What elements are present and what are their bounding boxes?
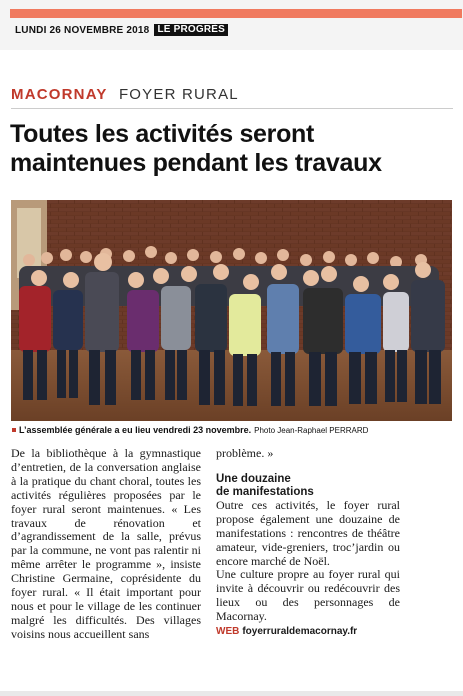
group-photo xyxy=(11,200,452,421)
body-paragraph-1: De la bibliothèque à la gymnastique d’entretien, de la conversation anglaise à la pratique du chant choral, toutes les activités régulières proposées par le foyer rural seront maintenues. « Les travaux de rénovation et d’agrandissement de la salle, prévus par la commune, ne vont pas ralentir ni même arrêter le programme », insiste Christine Germaine, coprésidente du foyer rural. « Il était important pour nous et pour le village de les continuer malgré les difficultés. Des villages voisins nous accueillent sans xyxy=(11,446,201,641)
page-bottom-edge xyxy=(0,691,463,696)
newspaper-logo: LE PROGRÈS xyxy=(154,24,228,36)
web-link[interactable]: foyerruraldemacornay.fr xyxy=(242,626,358,638)
web-reference xyxy=(216,625,400,639)
accent-stripe xyxy=(10,9,462,18)
caption-bullet-icon xyxy=(12,428,16,432)
photo-credit: Photo Jean-Raphael PERRARD xyxy=(254,426,369,435)
section-rubric: FOYER RURAL xyxy=(118,86,239,103)
article-column-2 xyxy=(216,447,400,639)
subheading-line-2: de manifestations xyxy=(216,485,314,498)
article-column-1 xyxy=(11,447,201,642)
section-label xyxy=(11,86,239,103)
section-divider xyxy=(11,108,453,109)
edition-line xyxy=(15,24,228,36)
edition-date: LUNDI 26 NOVEMBRE 2018 xyxy=(15,24,150,36)
subheading xyxy=(216,473,400,499)
web-tag: WEB xyxy=(216,626,240,638)
body-paragraph-3: Une culture propre au foyer rural qui invite à découvrir ou redécouvrir des lieux ou des personnages de Macornay. xyxy=(216,567,400,624)
section-town: MACORNAY xyxy=(11,86,108,103)
subheading-line-1: Une douzaine xyxy=(216,472,291,485)
page-header-band xyxy=(0,0,463,50)
caption-text: L’assemblée générale a eu lieu vendredi 23 novembre. xyxy=(19,425,252,435)
body-continuation: problème. » xyxy=(216,446,274,460)
photo-caption xyxy=(12,425,457,435)
body-paragraph-2: Outre ces activités, le foyer rural propose également une douzaine de manifestations : rencontres de théâtre amateur, vide-greniers, troc’jardin ou encore marché de Noël. xyxy=(216,497,400,568)
article-headline: Toutes les activités seront maintenues pendant les travaux xyxy=(10,120,382,177)
